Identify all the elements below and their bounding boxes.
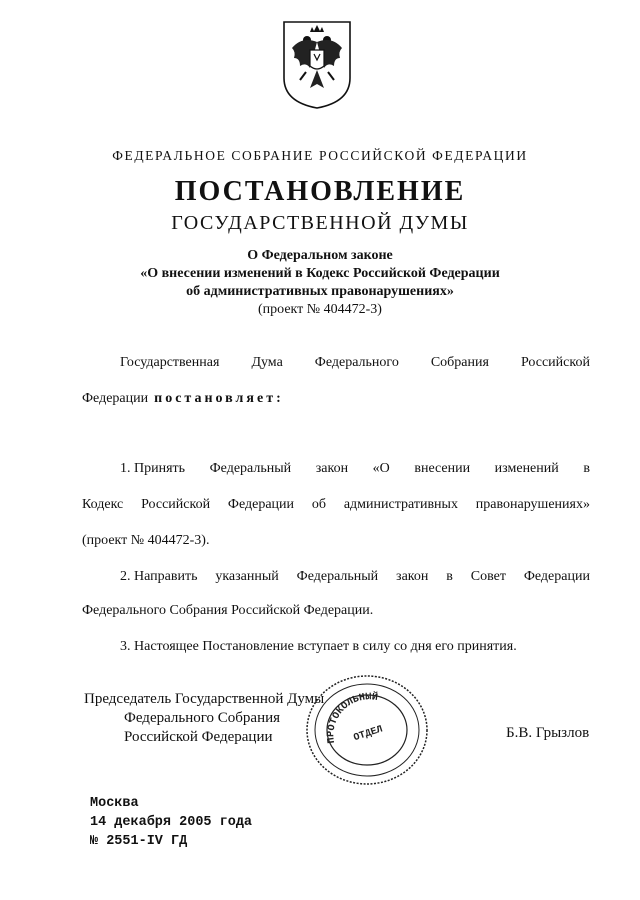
word: в — [446, 569, 453, 584]
signatory-title-line-3: Российской Федерации — [124, 729, 273, 745]
registration-number: № 2551-IV ГД — [90, 834, 188, 849]
word: Федеральный — [209, 461, 292, 476]
word: закон — [396, 569, 429, 584]
law-name-line-1: «О внесении изменений в Кодекс Российской Федерации — [140, 266, 500, 281]
word: изменений — [494, 461, 559, 476]
word: Совет — [470, 569, 506, 584]
signature-block — [84, 690, 324, 747]
place-of-signing: Москва — [90, 796, 139, 811]
word: в — [583, 461, 590, 476]
word: об — [311, 497, 326, 512]
signer-name: Б.В. Грызлов — [506, 725, 590, 741]
word: Федерации — [523, 569, 590, 584]
word: 1. Принять — [120, 461, 186, 476]
intro-line-2 — [82, 390, 590, 408]
word: Кодекс — [82, 497, 124, 512]
item-2-line-1 — [120, 568, 590, 586]
document-subtitle: ГОСУДАРСТВЕННОЙ ДУМЫ — [171, 212, 469, 234]
word: закон — [315, 461, 349, 476]
project-number: (проект № 404472-3) — [258, 302, 382, 317]
word: Российской — [520, 355, 590, 370]
item-1-line-3: (проект № 404472-3). — [82, 533, 210, 548]
word: Федерации — [227, 497, 295, 512]
resolves-word: постановляет: — [154, 391, 284, 406]
word: внесении — [414, 461, 471, 476]
word: Федерального — [314, 355, 399, 370]
word: Государственная — [120, 355, 220, 370]
word: указанный — [215, 569, 279, 584]
word: Российской — [141, 497, 211, 512]
assembly-name: ФЕДЕРАЛЬНОЕ СОБРАНИЕ РОССИЙСКОЙ ФЕДЕРАЦИИ — [112, 148, 528, 163]
stamp-top-text: ПРОТОКОЛЬНЫЙ — [326, 692, 379, 744]
document-title: ПОСТАНОВЛЕНИЕ — [174, 176, 466, 207]
item-3-line-1: 3. Настоящее Постановление вступает в силу со дня его принятия. — [120, 639, 517, 654]
item-1-line-1 — [120, 460, 590, 478]
word: «О — [372, 461, 390, 476]
word: Федеральный — [296, 569, 379, 584]
stamp-center-text: ОТДЕЛ — [352, 724, 385, 745]
item-1-line-2 — [82, 496, 590, 514]
word: административных — [343, 497, 458, 512]
word: 2. Направить — [120, 569, 198, 584]
word: Дума — [251, 355, 283, 370]
word: Федерации — [82, 391, 149, 406]
about-law-heading: О Федеральном законе — [247, 248, 393, 263]
signatory-title-line-1: Председатель Государственной Думы — [84, 691, 325, 707]
official-stamp — [302, 670, 432, 788]
law-name-line-2: об административных правонарушениях» — [186, 284, 454, 299]
coat-of-arms-emblem — [280, 18, 354, 110]
item-2-line-2: Федерального Собрания Российской Федерации. — [82, 603, 374, 618]
date-of-signing: 14 декабря 2005 года — [90, 815, 253, 830]
signatory-title-line-2: Федерального Собрания — [124, 710, 281, 726]
word: Собрания — [430, 355, 489, 370]
word: правонарушениях» — [475, 497, 590, 512]
intro-line-1 — [120, 354, 590, 372]
